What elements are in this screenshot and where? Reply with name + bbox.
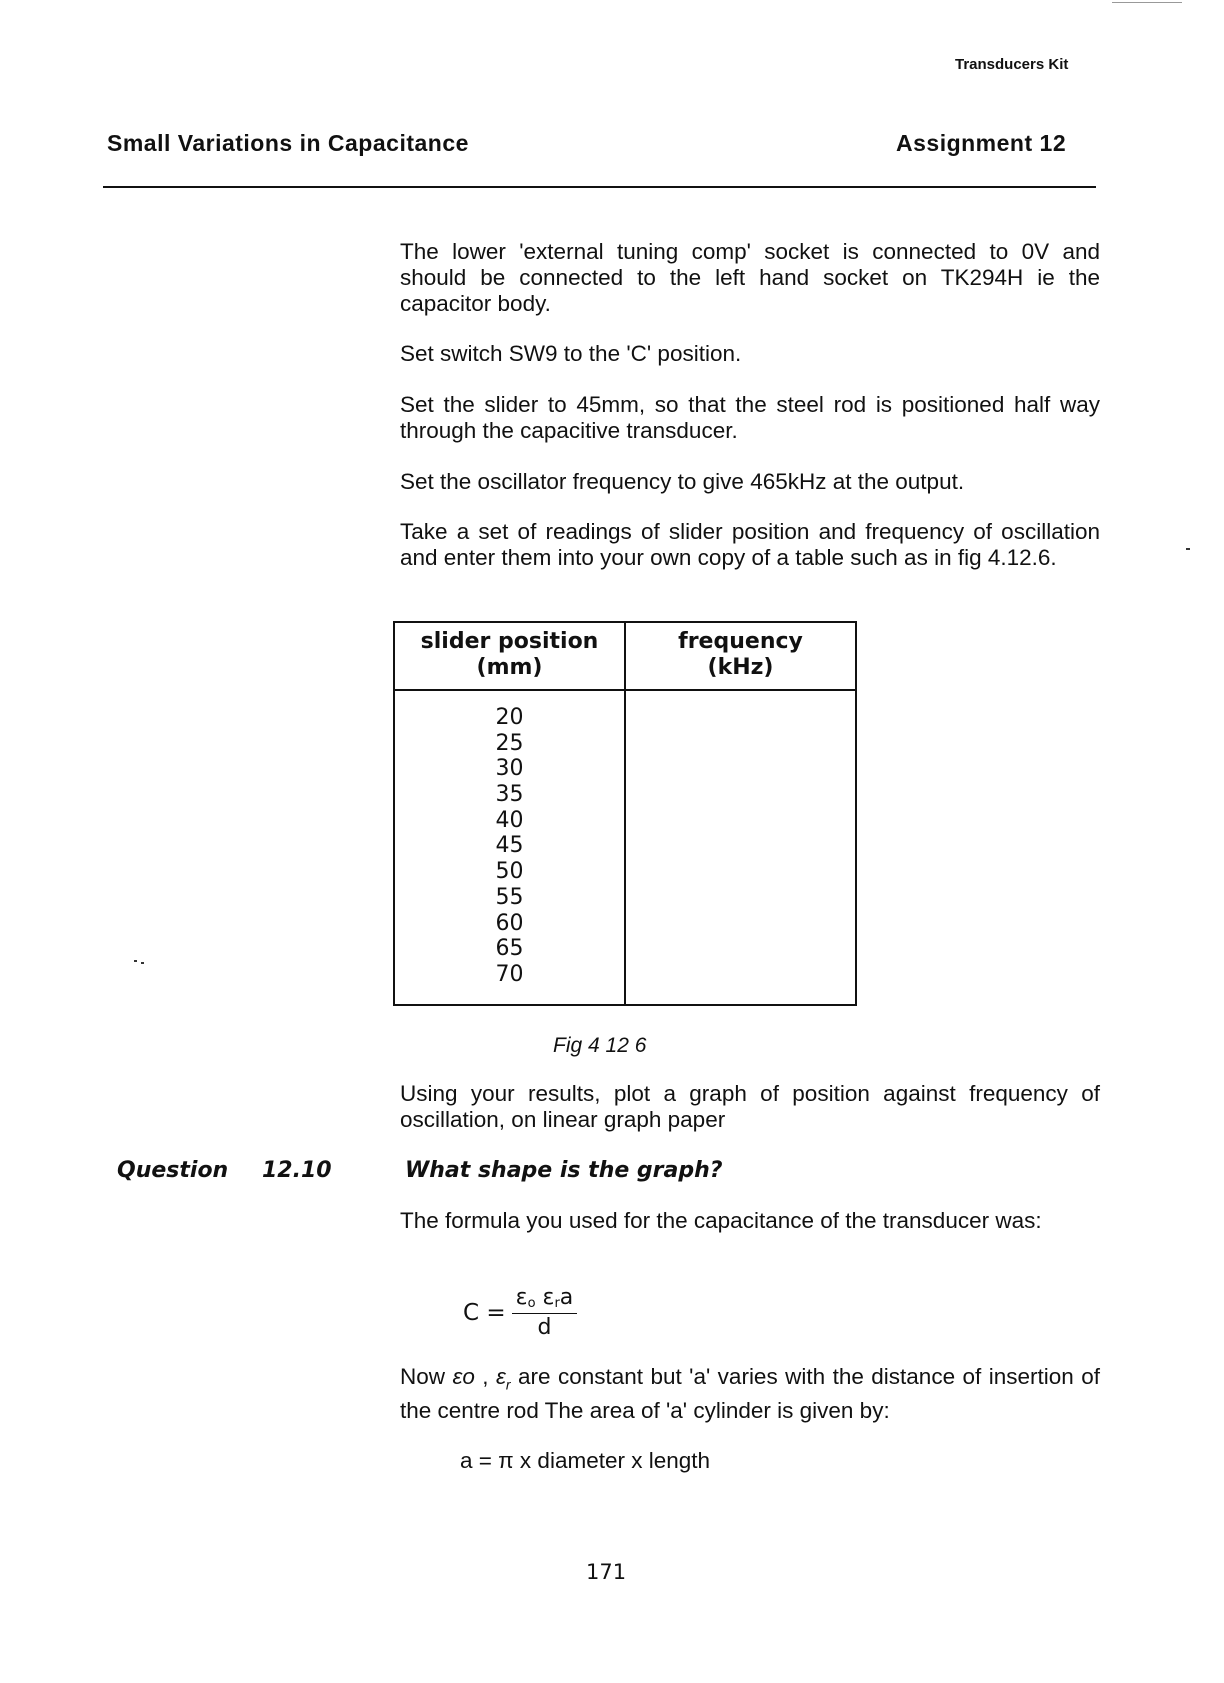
epsilon-r-symbol: ε (542, 1285, 555, 1310)
area-formula: a = π x diameter x length (460, 1448, 711, 1473)
paragraph-area-rest: are constant but 'a' varies with the distance of insertion of the centre rod The area of 'a' cylinder is given by: (400, 1364, 1100, 1423)
slider-position-value: 50 (495, 859, 524, 885)
epsilon-zero-symbol: ε (515, 1285, 528, 1310)
area-symbol: a (559, 1285, 574, 1310)
paragraph-area-prefix: Now (400, 1364, 446, 1389)
assignment-label: Assignment 12 (896, 130, 1067, 156)
kit-name: Transducers Kit (955, 56, 1069, 73)
formula-numerator (512, 1285, 578, 1314)
formula-denominator: d (537, 1315, 552, 1340)
frequency-header-title: frequency (678, 629, 803, 654)
paragraph-formula-intro: The formula you used for the capacitance of the transducer was: (400, 1208, 1042, 1233)
slider-position-values (395, 705, 624, 988)
slider-position-value: 55 (495, 884, 524, 910)
capacitance-formula (463, 1285, 577, 1340)
scan-edge-line (1112, 2, 1182, 3)
paragraph-socket: The lower 'external tuning comp' socket is connected to 0V and should be connected to the left hand socket on TK294H ie the capacitor body. (400, 239, 1100, 316)
slider-position-value: 65 (495, 936, 524, 962)
epsilon-r-inline-subscript: r (505, 1376, 511, 1393)
formula-fraction (512, 1285, 578, 1340)
slider-position-header (394, 622, 625, 690)
section-title: Small Variations in Capacitance (107, 130, 469, 156)
paragraph-plot: Using your results, plot a graph of position against frequency of oscillation, on linear graph paper (400, 1081, 1100, 1132)
slider-position-column (394, 690, 625, 1005)
frequency-header-unit: (kHz) (707, 655, 774, 680)
scan-speck (1186, 548, 1190, 550)
formula-lhs: C = (463, 1299, 506, 1326)
slider-position-value: 35 (495, 782, 524, 808)
question-text: What shape is the graph? (405, 1158, 723, 1183)
paragraph-switch: Set switch SW9 to the 'C' position. (400, 341, 742, 366)
paragraph-area-explanation (400, 1364, 1100, 1424)
paragraph-oscillator: Set the oscillator frequency to give 465kHz at the output. (400, 469, 965, 494)
epsilon-r-subscript: r (554, 1296, 560, 1311)
slider-position-value: 20 (495, 705, 524, 730)
epsilon-zero-subscript: o (527, 1296, 536, 1311)
slider-position-header-title: slider position (420, 629, 599, 654)
epsilon-zero-inline: εo (452, 1364, 475, 1389)
inline-separator: , (482, 1364, 489, 1389)
header-rule (103, 186, 1096, 188)
readings-table (393, 621, 857, 1006)
question-label: Question (117, 1158, 229, 1183)
scan-speck (134, 960, 137, 962)
question-number: 12.10 (262, 1158, 332, 1183)
frequency-column (625, 690, 856, 1005)
slider-position-value: 25 (495, 730, 524, 756)
frequency-header (625, 622, 856, 690)
slider-position-value: 30 (495, 756, 524, 782)
page-number: 171 (586, 1560, 627, 1584)
epsilon-r-inline: ε (496, 1364, 506, 1389)
slider-position-value: 60 (495, 910, 524, 936)
scan-speck (141, 962, 144, 964)
slider-position-value: 40 (495, 807, 524, 833)
paragraph-readings: Take a set of readings of slider position and frequency of oscillation and enter them into your own copy of a table such as in fig 4.12.6. (400, 519, 1100, 570)
figure-caption: Fig 4 12 6 (553, 1034, 647, 1057)
slider-position-value: 45 (495, 833, 524, 859)
slider-position-header-unit: (mm) (476, 655, 543, 680)
slider-position-value: 70 (495, 961, 524, 987)
paragraph-slider: Set the slider to 45mm, so that the steel rod is positioned half way through the capacitive transducer. (400, 392, 1100, 443)
